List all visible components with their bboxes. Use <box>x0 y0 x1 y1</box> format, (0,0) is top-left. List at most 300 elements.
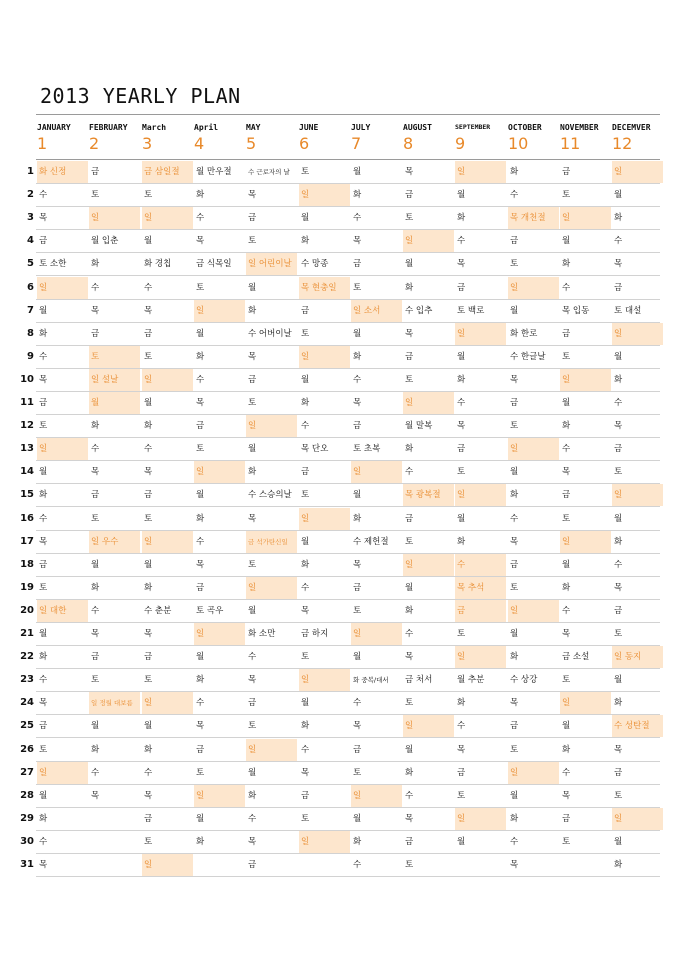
day-cell: 금 <box>248 860 257 870</box>
holiday-cell: 일 <box>508 277 559 299</box>
day-number: 2 <box>27 189 34 200</box>
day-number: 30 <box>20 836 34 847</box>
month-number: 5 <box>246 134 257 153</box>
holiday-cell: 일 <box>403 230 454 252</box>
day-cell: 토 <box>301 329 310 339</box>
day-cell: 화 중복/대서 <box>353 676 389 684</box>
day-cell: 월 <box>457 190 466 200</box>
holiday-cell: 일 <box>455 161 506 183</box>
day-number: 24 <box>20 697 34 708</box>
day-cell: 월 <box>39 629 48 639</box>
day-cell: 금 <box>405 352 414 362</box>
day-cell: 금 <box>562 490 571 500</box>
day-number: 20 <box>20 605 34 616</box>
day-cell: 월 <box>614 675 623 685</box>
day-cell <box>299 854 350 876</box>
holiday-cell: 일 <box>560 369 611 391</box>
day-cell: 목 <box>248 837 257 847</box>
day-cell: 목 <box>91 791 100 801</box>
day-cell: 토 <box>405 537 414 547</box>
holiday-cell: 일 <box>246 577 297 599</box>
day-cell: 목 <box>91 467 100 477</box>
day-cell: 수 어버이날 <box>248 329 292 339</box>
day-cell: 금 <box>510 398 519 408</box>
holiday-cell: 일 <box>142 207 193 229</box>
day-cell: 토 <box>562 837 571 847</box>
holiday-cell: 목 추석 <box>455 577 506 599</box>
day-cell: 화 <box>562 745 571 755</box>
day-cell: 목 <box>510 698 519 708</box>
day-cell: 금 <box>405 514 414 524</box>
day-cell: 목 <box>510 537 519 547</box>
month-number: 7 <box>351 134 362 153</box>
day-cell: 화 <box>196 837 205 847</box>
day-cell: 화 <box>457 213 466 223</box>
day-cell: 화 <box>196 190 205 200</box>
day-cell: 토 곡우 <box>196 606 224 616</box>
day-cell: 목 <box>353 721 362 731</box>
day-cell: 금 <box>562 329 571 339</box>
day-cell: 목 <box>248 514 257 524</box>
day-cell: 월 <box>248 606 257 616</box>
day-cell: 화 <box>510 652 519 662</box>
day-cell <box>89 808 140 830</box>
holiday-cell: 화 신정 <box>37 161 88 183</box>
holiday-cell: 일 <box>89 207 140 229</box>
month-name: JULY <box>351 123 371 132</box>
holiday-cell: 일 <box>455 323 506 345</box>
day-number: 18 <box>20 559 34 570</box>
day-cell: 목 <box>196 560 205 570</box>
day-cell: 토 <box>301 167 310 177</box>
day-cell: 수 스승의날 <box>248 490 292 500</box>
day-cell: 토 <box>196 768 205 778</box>
holiday-cell: 일 정월 대보름 <box>89 692 140 714</box>
holiday-cell: 금 삼일절 <box>142 161 193 183</box>
day-cell: 월 <box>144 560 153 570</box>
day-cell: 금 <box>91 167 100 177</box>
day-cell: 금 <box>196 421 205 431</box>
day-cell: 수 <box>562 444 571 454</box>
day-cell: 화 <box>562 421 571 431</box>
day-cell: 월 <box>457 514 466 524</box>
day-cell <box>89 831 140 853</box>
day-cell: 토 <box>510 583 519 593</box>
day-cell: 토 <box>562 352 571 362</box>
day-cell: 토 <box>405 213 414 223</box>
day-cell: 화 <box>562 259 571 269</box>
day-number: 10 <box>20 374 34 385</box>
holiday-cell: 일 <box>560 531 611 553</box>
day-cell: 금 <box>91 329 100 339</box>
day-cell: 금 <box>562 167 571 177</box>
day-cell: 화 <box>457 698 466 708</box>
day-cell: 토 <box>510 259 519 269</box>
day-cell: 수 춘분 <box>144 606 172 616</box>
day-cell: 수 <box>196 375 205 385</box>
day-cell: 목 <box>144 306 153 316</box>
day-cell: 토 초복 <box>353 444 381 454</box>
day-cell: 화 <box>144 745 153 755</box>
day-cell: 수 <box>144 444 153 454</box>
holiday-cell: 일 <box>455 484 506 506</box>
day-cell: 금 소설 <box>562 652 590 662</box>
day-cell: 목 <box>248 190 257 200</box>
day-cell: 월 추분 <box>457 675 485 685</box>
day-cell: 월 <box>144 398 153 408</box>
day-cell: 목 입동 <box>562 306 590 316</box>
day-cell: 금 <box>91 652 100 662</box>
month-name: OCTOBER <box>508 123 542 132</box>
day-cell: 월 <box>91 560 100 570</box>
day-cell: 수 <box>353 860 362 870</box>
day-cell: 토 <box>405 375 414 385</box>
day-cell: 수 근로자의 날 <box>248 168 290 176</box>
day-cell: 월 <box>353 167 362 177</box>
holiday-cell: 일 <box>351 461 402 483</box>
day-cell: 목 <box>248 675 257 685</box>
day-cell: 수 <box>196 698 205 708</box>
day-cell: 토 <box>301 814 310 824</box>
day-cell: 목 <box>39 537 48 547</box>
day-cell: 화 <box>91 421 100 431</box>
day-cell: 수 <box>405 791 414 801</box>
day-cell: 화 <box>301 560 310 570</box>
day-cell: 금 <box>196 583 205 593</box>
day-cell: 월 <box>196 329 205 339</box>
month-number: 11 <box>560 134 581 153</box>
day-cell: 수 <box>353 698 362 708</box>
day-cell: 수 <box>248 814 257 824</box>
day-cell: 목 <box>39 860 48 870</box>
month-name: March <box>142 123 167 132</box>
day-cell: 토 <box>248 560 257 570</box>
day-cell: 목 <box>353 236 362 246</box>
day-cell: 화 <box>196 675 205 685</box>
day-cell: 토 <box>614 791 623 801</box>
day-cell: 수 <box>39 675 48 685</box>
day-cell: 수 <box>510 837 519 847</box>
day-cell: 화 <box>39 814 48 824</box>
holiday-cell: 일 동지 <box>612 646 663 668</box>
day-cell: 수 <box>614 398 623 408</box>
day-cell: 화 <box>614 375 623 385</box>
holiday-cell: 일 <box>403 715 454 737</box>
day-cell: 화 <box>144 583 153 593</box>
day-cell: 목 <box>405 329 414 339</box>
day-cell: 토 <box>353 606 362 616</box>
day-number: 25 <box>20 720 34 731</box>
day-cell: 수 <box>405 467 414 477</box>
holiday-cell: 일 <box>560 207 611 229</box>
day-cell: 수 <box>196 213 205 223</box>
day-cell: 화 <box>39 490 48 500</box>
holiday-cell: 일 <box>142 692 193 714</box>
day-cell: 화 <box>405 768 414 778</box>
month-number: 10 <box>508 134 529 153</box>
day-number: 31 <box>20 859 34 870</box>
day-cell: 월 <box>353 814 362 824</box>
day-number: 22 <box>20 651 34 662</box>
day-cell: 토 <box>562 514 571 524</box>
holiday-cell: 일 <box>142 854 193 876</box>
day-cell: 화 <box>353 190 362 200</box>
page-title: 2013 YEARLY PLAN <box>40 84 241 108</box>
day-cell: 화 <box>614 213 623 223</box>
day-cell: 월 <box>301 375 310 385</box>
day-cell: 목 <box>39 698 48 708</box>
day-number: 14 <box>20 466 34 477</box>
holiday-cell: 일 <box>403 392 454 414</box>
holiday-cell: 일 설날 <box>89 369 140 391</box>
day-cell: 토 <box>144 837 153 847</box>
day-cell: 금 <box>562 814 571 824</box>
day-cell: 토 <box>562 190 571 200</box>
row-divider <box>36 737 660 738</box>
day-cell: 수 <box>562 283 571 293</box>
day-cell: 화 <box>457 375 466 385</box>
day-cell: 목 <box>457 745 466 755</box>
holiday-cell: 일 우수 <box>89 531 140 553</box>
day-cell: 수 망종 <box>301 259 329 269</box>
day-cell: 수 <box>457 398 466 408</box>
day-cell: 수 <box>614 560 623 570</box>
day-cell: 금 <box>614 606 623 616</box>
day-cell: 화 <box>457 537 466 547</box>
month-number: 3 <box>142 134 153 153</box>
day-cell: 화 <box>248 467 257 477</box>
holiday-cell: 금 <box>455 600 506 622</box>
day-number: 7 <box>27 305 34 316</box>
day-cell: 금 <box>457 283 466 293</box>
day-cell: 금 <box>405 190 414 200</box>
day-cell: 월 <box>510 629 519 639</box>
holiday-cell: 목 개천절 <box>508 207 559 229</box>
day-cell: 수 <box>39 514 48 524</box>
holiday-cell: 수 <box>455 554 506 576</box>
holiday-cell: 일 <box>612 808 663 830</box>
day-cell: 목 <box>39 213 48 223</box>
day-cell: 토 <box>614 467 623 477</box>
day-cell: 수 <box>196 537 205 547</box>
day-cell: 토 <box>510 421 519 431</box>
day-number: 4 <box>27 235 34 246</box>
holiday-cell: 월 <box>89 392 140 414</box>
day-cell: 토 <box>353 768 362 778</box>
day-cell: 목 <box>562 467 571 477</box>
day-cell: 금 <box>510 236 519 246</box>
day-cell: 금 <box>614 768 623 778</box>
day-number: 1 <box>27 166 34 177</box>
day-cell: 금 <box>39 236 48 246</box>
row-divider <box>36 876 660 877</box>
day-cell: 토 <box>457 467 466 477</box>
day-cell: 토 <box>39 421 48 431</box>
day-cell: 화 <box>196 514 205 524</box>
day-cell: 목 <box>91 629 100 639</box>
day-number: 29 <box>20 813 34 824</box>
holiday-cell: 일 어린이날 <box>246 253 297 275</box>
day-cell: 토 <box>301 490 310 500</box>
holiday-cell: 일 <box>299 669 350 691</box>
day-cell: 토 <box>405 860 414 870</box>
day-cell: 금 <box>144 814 153 824</box>
day-cell: 수 <box>614 236 623 246</box>
day-cell: 금 <box>353 259 362 269</box>
day-cell: 토 <box>91 190 100 200</box>
day-cell: 토 백로 <box>457 306 485 316</box>
day-cell: 금 <box>457 444 466 454</box>
day-cell: 목 <box>457 421 466 431</box>
month-name: April <box>194 123 219 132</box>
day-cell: 월 <box>457 837 466 847</box>
day-cell: 목 <box>405 652 414 662</box>
day-cell: 화 <box>405 283 414 293</box>
holiday-cell: 일 <box>142 531 193 553</box>
holiday-cell: 목 현충일 <box>299 277 350 299</box>
holiday-cell: 수 성탄절 <box>612 715 663 737</box>
day-cell: 토 <box>39 745 48 755</box>
month-name: NOVEMBER <box>560 123 599 132</box>
day-cell: 화 <box>301 721 310 731</box>
day-cell: 목 <box>614 259 623 269</box>
day-cell: 월 <box>301 698 310 708</box>
month-name: SEPTEMBER <box>455 123 491 131</box>
day-cell: 금 <box>353 745 362 755</box>
day-cell: 월 <box>405 745 414 755</box>
day-cell: 화 <box>91 259 100 269</box>
day-cell: 토 소한 <box>39 259 67 269</box>
day-cell: 화 <box>614 860 623 870</box>
day-cell: 월 <box>405 583 414 593</box>
holiday-cell: 일 <box>508 600 559 622</box>
day-cell: 금 <box>91 490 100 500</box>
day-cell: 수 상강 <box>510 675 538 685</box>
day-cell: 수 <box>91 444 100 454</box>
day-cell: 금 <box>144 652 153 662</box>
holiday-cell: 일 <box>299 184 350 206</box>
holiday-cell: 일 <box>37 277 88 299</box>
day-cell: 화 <box>562 583 571 593</box>
holiday-cell: 일 <box>194 300 245 322</box>
day-cell: 수 <box>39 352 48 362</box>
day-cell: 토 <box>144 514 153 524</box>
day-cell: 목 <box>39 375 48 385</box>
row-divider <box>36 506 660 507</box>
day-cell: 화 <box>144 421 153 431</box>
day-cell: 목 <box>614 421 623 431</box>
day-cell: 목 <box>301 768 310 778</box>
holiday-cell: 일 <box>560 692 611 714</box>
day-number: 9 <box>27 351 34 362</box>
day-cell: 수 입추 <box>405 306 433 316</box>
holiday-cell: 금 석가탄신일 <box>246 531 297 553</box>
day-cell: 화 <box>405 606 414 616</box>
day-cell: 월 <box>510 791 519 801</box>
holiday-cell: 일 <box>246 415 297 437</box>
day-cell: 토 <box>196 283 205 293</box>
day-cell: 토 <box>196 444 205 454</box>
day-cell: 수 <box>144 768 153 778</box>
holiday-cell: 일 <box>612 484 663 506</box>
holiday-cell: 일 대한 <box>37 600 88 622</box>
day-cell: 금 <box>39 721 48 731</box>
day-cell: 수 <box>353 213 362 223</box>
day-cell: 금 <box>248 213 257 223</box>
day-cell <box>194 854 245 876</box>
day-cell: 토 <box>144 675 153 685</box>
day-cell: 수 <box>91 606 100 616</box>
day-number: 26 <box>20 744 34 755</box>
day-cell: 목 <box>144 629 153 639</box>
day-cell: 월 입춘 <box>91 236 119 246</box>
day-cell: 화 <box>248 306 257 316</box>
day-cell: 월 <box>248 283 257 293</box>
day-cell: 토 <box>144 190 153 200</box>
holiday-cell: 일 <box>351 623 402 645</box>
day-cell: 목 <box>457 259 466 269</box>
day-cell: 화 한로 <box>510 329 538 339</box>
day-cell: 월 만우절 <box>196 167 232 177</box>
month-name: FEBRUARY <box>89 123 128 132</box>
day-cell: 토 <box>353 283 362 293</box>
day-cell: 월 <box>614 514 623 524</box>
day-cell: 금 <box>353 421 362 431</box>
day-cell: 화 소만 <box>248 629 276 639</box>
holiday-cell: 일 <box>142 369 193 391</box>
day-cell: 목 <box>510 375 519 385</box>
day-cell: 월 <box>196 814 205 824</box>
day-cell: 월 <box>39 467 48 477</box>
day-cell: 금 식목일 <box>196 259 232 269</box>
day-number: 15 <box>20 489 34 500</box>
day-cell: 토 <box>91 675 100 685</box>
day-cell: 수 <box>562 606 571 616</box>
day-number: 11 <box>20 397 34 408</box>
day-cell: 화 <box>91 745 100 755</box>
month-name: AUGUST <box>403 123 432 132</box>
day-cell: 월 <box>614 837 623 847</box>
holiday-cell: 일 <box>351 785 402 807</box>
day-number: 21 <box>20 628 34 639</box>
day-cell: 월 <box>39 306 48 316</box>
day-cell: 금 처서 <box>405 675 433 685</box>
day-cell: 토 <box>248 721 257 731</box>
day-cell: 금 <box>353 583 362 593</box>
holiday-cell: 일 <box>194 785 245 807</box>
header-rule <box>36 159 660 160</box>
day-number: 17 <box>20 536 34 547</box>
month-number: 2 <box>89 134 100 153</box>
day-cell: 화 <box>301 236 310 246</box>
day-cell: 금 하지 <box>301 629 329 639</box>
holiday-cell: 일 <box>194 461 245 483</box>
day-cell: 목 <box>510 860 519 870</box>
holiday-cell: 일 <box>299 346 350 368</box>
day-cell: 목 <box>196 721 205 731</box>
day-cell: 금 <box>39 560 48 570</box>
holiday-cell: 일 <box>246 739 297 761</box>
day-cell <box>89 854 140 876</box>
day-cell: 월 <box>301 537 310 547</box>
day-cell: 토 대설 <box>614 306 642 316</box>
day-cell: 목 단오 <box>301 444 329 454</box>
day-number: 19 <box>20 582 34 593</box>
day-cell: 수 <box>301 745 310 755</box>
day-cell: 화 <box>614 698 623 708</box>
day-cell: 금 <box>144 329 153 339</box>
day-cell: 수 <box>353 375 362 385</box>
